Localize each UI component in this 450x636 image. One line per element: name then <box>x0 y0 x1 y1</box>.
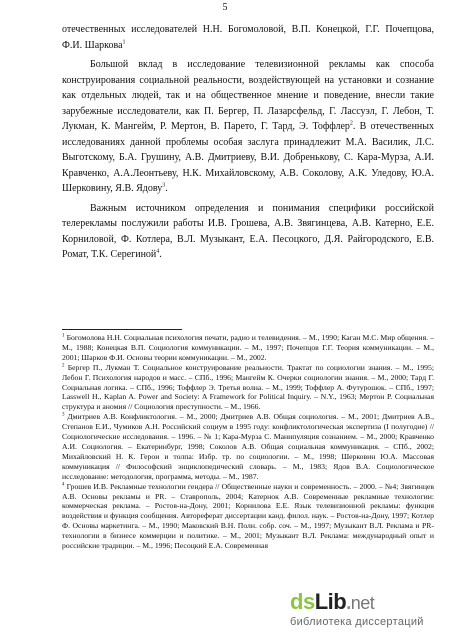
page-number: 5 <box>222 2 228 13</box>
dslib-watermark[interactable] <box>276 586 444 634</box>
footnote-3 <box>62 412 434 481</box>
logo-word-net: net <box>350 593 375 613</box>
footnote-mark: 4 <box>62 482 65 488</box>
footnote-mark: 2 <box>62 363 65 369</box>
footnote-text: Дмитриев А.В. Конфликтология. – М., 2000; Дмитриев А.В. Общая социология. – М., 2001; Дмитриев А.В., Степанов Е.И., Чумиков А.Н. Российский социум в 1995 году: конфликтологическая экспертиза (I полугодие) // Социологические исследования. – 1996. – № 1; Кара-Мурза С. Манипуляция сознанием. – М., 2000; Кравченко А.И. Социология. – Екатеринбург, 1998; Соколов А.В. Общая социальная коммуникация. – СПб., 2002; Михайловский Н. К. Герои и толпа: Избр. тр. по социологии. – М., 1998; Шерковин Ю.А. Массовая коммуникация // Философский энциклопедический словарь. – М., 1983; Ядов В.А. Социологическое исследование: методология, программа, методы. – М., 1987. <box>62 412 434 481</box>
footnote-4 <box>62 482 434 551</box>
footnotes <box>62 333 434 551</box>
footnote-mark: 1 <box>62 333 65 339</box>
footnote-text: Бергер П., Лукман Т. Социальное конструирование реальности. Трактат по социологии знания. – М., 1995; Лебон Г. Психология народов и масс. – СПб., 1996; Мангейм К. Очерки социологии знания. – М., 2000; Тард Г. Социальная логика. – СПб., 1996; Тоффлер Э. Третья волна. – М., 1999; Тоффлер А. Футурошок. – СПб., 1997; Lasswell H., Kaplan A. Power and Society: A Framework for Political Inquiry. – N.Y., 1963; Мертон Р. Социальная структура и аномия // Социология преступности. – М., 1966. <box>62 362 434 412</box>
paragraph-3-end: . <box>159 249 162 260</box>
watermark-caption: библиотека диссертаций <box>290 616 424 628</box>
dslib-logo-text <box>290 589 374 615</box>
main-text <box>62 22 434 263</box>
footnote-ref-2[interactable]: 2 <box>349 120 353 127</box>
logo-letter-d: d <box>290 589 303 614</box>
footnote-ref-1[interactable]: 1 <box>122 39 126 46</box>
footnote-2 <box>62 363 434 413</box>
footnote-1 <box>62 333 434 363</box>
footnote-mark: 3 <box>62 412 65 418</box>
footnote-divider <box>62 329 182 330</box>
logo-letter-s: s <box>302 589 315 614</box>
paragraph-2-end: . <box>165 183 168 194</box>
paragraph-3-text: Важным источником определения и понимания специфики российской телерекламы послужили работы И.В. Грошева, А.В. Звягинцева, А.В. Катерно, Е.Е. Корниловой, Ф. Котлера, В.Л. Музыкант, Е.А. Песоцкого, Д.Я. Райгородского, Е.В. Ромат, Т.К. Серегиной <box>62 202 434 260</box>
footnote-ref-4[interactable]: 4 <box>156 248 160 255</box>
paragraph-1-text: отечественных исследователей Н.Н. Богомоловой, В.П. Конецкой, Г.Г. Почепцова, Ф.И. Шаркова <box>62 24 434 51</box>
paragraph-2-text: Большой вклад в исследование телевизионной рекламы как способа конструирования социальной реальности, воздействующей на установки и сознание как отдельных людей, так и на общественное мнение и поведение, внесли такие зарубежные исследователи, как П. Бергер, П. Лазарсфельд, Г. Лассуэл, Г. Лебон, Т. Лукман, К. Мангейм, Р. Мертон, В. Парето, Г. Тард, Э. Тоффлер <box>62 59 434 132</box>
logo-dot: . <box>346 593 351 613</box>
footnote-ref-3[interactable]: 3 <box>162 182 166 189</box>
paragraph-1 <box>62 22 434 53</box>
paragraph-3 <box>62 201 434 263</box>
paragraph-2 <box>62 57 434 197</box>
footnote-text: Богомолова Н.Н. Социальная психология печати, радио и телевидения. – М., 1990; Каган М.С. Мир общения. – М., 1988; Конецкая В.П. Социология коммуникации. – М., 1997; Почепцов Г.Г. Теория коммуникации. – М., 2001; Шарков Ф.И. Основы теории коммуникации. – М., 2002. <box>62 333 434 362</box>
footnote-text: Грошев И.В. Рекламные технологии гендера // Общественные науки и современность. – 2000. – №4; Звягинцев А.В. Основы рекламы и PR. – Ставрополь, 2004; Катернок А.В. Современные рекламные технологии: коммерческая реклама. – Ростов-на-Дону, 2001; Корнилова Е.Е. Язык телевизионной рекламы: функция воздействия и функция сообщения. Автореферат диссертации канд. филол. наук. – Ростов-на-Дону, 1997; Котлер Ф. Основы маркетинга. – М., 1990; Маковский В.Н. Полн. собр. соч. – М., 1997; Музыкант В.Л. Реклама и PR-технологии в бизнесе коммерции и политике. – М., 2001; Музыкант В.Л. Реклама: международный опыт и российские традиции. – М., 1996; Песоцкий Е.А. Современная <box>62 481 434 551</box>
logo-word-lib: Lib <box>314 589 347 614</box>
dslib-logo <box>280 588 440 616</box>
paragraph-2-text-cont: . В отечественных исследованиях данной проблемы особая заслуга принадлежит М.А. Василик, Л.С. Выготскому, Б.А. Грушину, А.В. Дмитриеву, В.И. Добренькову, С. Кара-Мурза, А.И. Кравченко, А.А.Леонтьеву, Н.К. Михайловскому, А.В. Соколову, А.К. Уледову, Ю.А. Шерковину, Я.В. Ядову <box>62 121 434 194</box>
